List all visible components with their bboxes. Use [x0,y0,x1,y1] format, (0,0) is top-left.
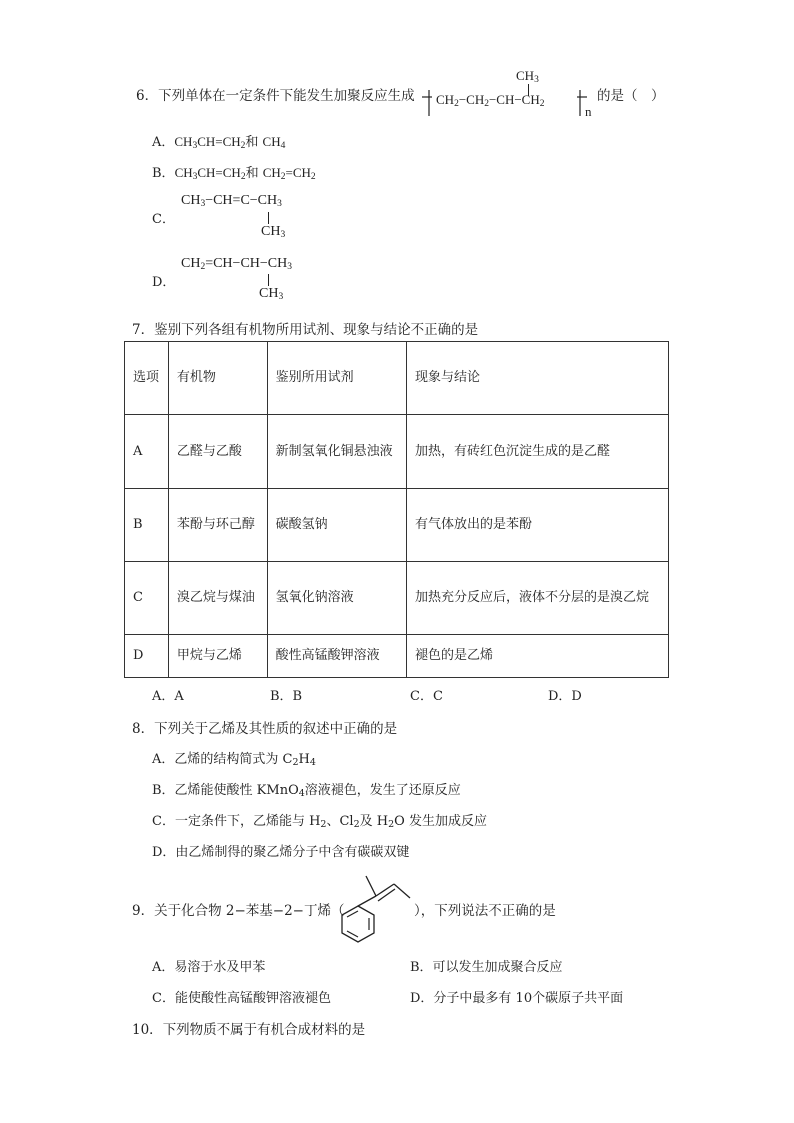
question-10-stem: 10．下列物质不属于有机合成材料的是 [132,1022,366,1038]
option-d-branch: $CH_3$ [259,286,284,302]
option-d-branch-bond [268,274,269,286]
question-9-option-b[interactable]: B．可以发生加成聚合反应 [410,960,563,975]
table-cell: 甲烷与乙烯 [168,635,267,678]
table-cell: 乙醛与乙酸 [168,415,267,489]
table-cell: 加热充分反应后，液体不分层的是溴乙烷 [407,562,669,635]
question-9-option-d[interactable]: D．分子中最多有 10个碳原子共平面 [410,991,624,1006]
table-header-row [125,342,669,415]
table-header-cell: 鉴别所用试剂 [267,342,406,415]
question-6-number: 6． [136,88,159,104]
question-7-stem: 7．鉴别下列各组有机物所用试剂、现象与结论不正确的是 [132,322,479,338]
question-7-choice-a[interactable]: A．A [152,689,184,704]
table-cell: 酸性高锰酸钾溶液 [267,635,406,678]
question-9-stem-post: ），下列说法不正确的是 [414,903,556,919]
question-6-option-a[interactable]: A．$CH_3CH=CH_2$和 $CH_4$ [152,134,286,151]
question-7-choice-b[interactable]: B．B [270,689,303,704]
question-7-choice-d[interactable]: D．D [548,689,582,704]
question-8-option-a[interactable]: A．乙烯的结构简式为 $C_2H_4$ [152,752,316,768]
table-cell: B [125,489,169,562]
question-8-option-b[interactable]: B．乙烯能使酸性 KMnO$_4$溶液褪色，发生了还原反应 [152,783,461,799]
question-6-stem: 6．下列单体在一定条件下能发生加聚反应生成 [136,88,415,104]
table-header-cell: 选项 [125,342,169,415]
table-row [125,415,669,489]
question-6-option-b[interactable]: B．$CH_3CH=CH_2$和 $CH_2=CH_2$ [152,165,316,182]
table-row [125,562,669,635]
question-7-choice-c[interactable]: C．C [410,689,443,704]
table-cell: A [125,415,169,489]
question-6-option-c-label[interactable]: C． [152,212,175,227]
table-cell: C [125,562,169,635]
question-6-tail: 的是（ ） [597,88,665,104]
option-c-branch: $CH_3$ [261,224,286,240]
question-6-option-d-formula: $CH_2=CH-CH-CH_3$ [181,256,292,272]
question-9-option-a[interactable]: A．易溶于水及甲苯 [152,960,266,975]
table-row [125,489,669,562]
table-header-cell: 有机物 [168,342,267,415]
table-row [125,635,669,678]
table-cell: 新制氢氧化铜悬浊液 [267,415,406,489]
question-8-option-c[interactable]: C．一定条件下，乙烯能与 $H_2$、$Cl_2$及 $H_2O$ 发生加成反应 [152,814,487,830]
2-phenyl-2-butene-structure-icon [336,868,416,944]
table-cell: 加热，有砖红色沉淀生成的是乙醛 [407,415,669,489]
polymer-chain: $CH_2-CH_2-CH-CH_2$ [436,92,545,109]
question-9-stem-pre: 9．关于化合物 2−苯基−2−丁烯（ [132,903,345,919]
table-cell: 溴乙烷与煤油 [168,562,267,635]
table-cell: 有气体放出的是苯酚 [407,489,669,562]
question-8-stem: 8．下列关于乙烯及其性质的叙述中正确的是 [132,721,398,737]
table-cell: D [125,635,169,678]
question-9-option-c[interactable]: C．能使酸性高锰酸钾溶液褪色 [152,991,331,1006]
table-cell: 褪色的是乙烯 [407,635,669,678]
table-cell: 苯酚与环己醇 [168,489,267,562]
polymer-subscript-n: n [585,104,592,119]
table-cell: 氢氧化钠溶液 [267,562,406,635]
question-7-table [124,341,669,678]
question-6-option-c-formula: $CH_3-CH=C-CH_3$ [181,193,282,209]
table-header-cell: 现象与结论 [407,342,669,415]
polymer-methyl-group: $CH_3$ [516,68,539,85]
table-cell: 碳酸氢钠 [267,489,406,562]
question-8-option-d[interactable]: D．由乙烯制得的聚乙烯分子中含有碳碳双键 [152,845,410,860]
question-6-option-d-label[interactable]: D． [152,275,176,290]
option-c-branch-bond [268,212,269,224]
